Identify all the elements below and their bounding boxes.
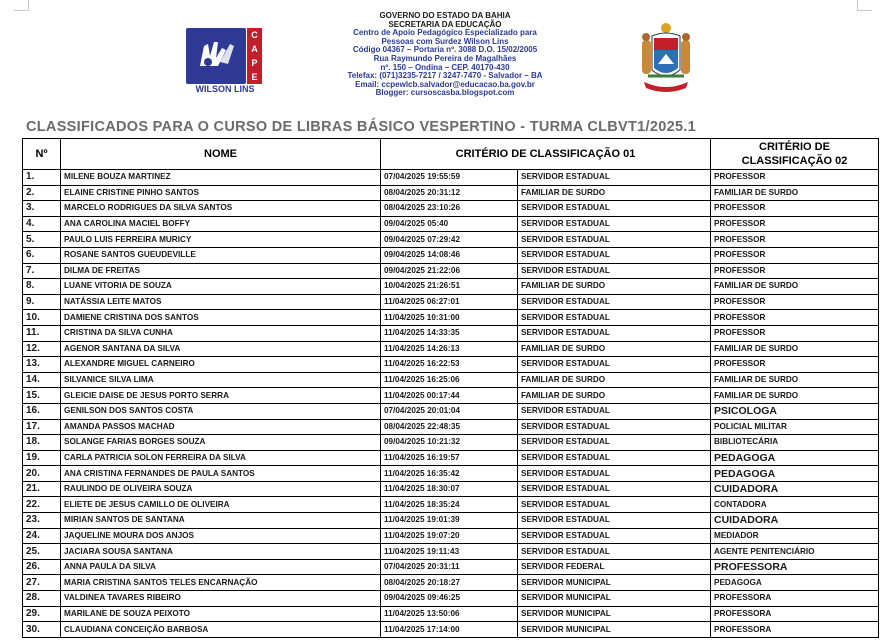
- student-name-cell: MARILANE DE SOUZA PEIXOTO: [61, 606, 381, 622]
- student-name-cell: MILENE BOUZA MARTINEZ: [61, 170, 381, 186]
- registration-datetime-cell: 11/04/2025 16:25:06: [381, 372, 518, 388]
- criterion-1-cell: SERVIDOR FEDERAL: [518, 559, 711, 575]
- row-number-cell: 1.: [23, 170, 61, 186]
- criterion-2-cell: PROFESSOR: [711, 294, 879, 310]
- criterion-1-cell: SERVIDOR ESTADUAL: [518, 357, 711, 373]
- table-row: [23, 388, 879, 404]
- row-number-cell: 18.: [23, 435, 61, 451]
- table-row: [23, 294, 879, 310]
- registration-datetime-cell: 11/04/2025 18:35:24: [381, 497, 518, 513]
- criterion-1-cell: SERVIDOR ESTADUAL: [518, 497, 711, 513]
- student-name-cell: MARCELO RODRIGUES DA SILVA SANTOS: [61, 201, 381, 217]
- registration-datetime-cell: 11/04/2025 16:19:57: [381, 450, 518, 466]
- row-number-cell: 28.: [23, 591, 61, 607]
- registration-datetime-cell: 11/04/2025 14:33:35: [381, 325, 518, 341]
- row-number-cell: 11.: [23, 325, 61, 341]
- row-number-cell: 2.: [23, 185, 61, 201]
- center-line-1: Centro de Apoio Pedagógico Especializado para: [353, 28, 537, 38]
- criterion-2-cell: PEDAGOGA: [711, 575, 879, 591]
- row-number-cell: 30.: [23, 622, 61, 638]
- table-row: [23, 591, 879, 607]
- student-name-cell: SOLANGE FARIAS BORGES SOUZA: [61, 435, 381, 451]
- registration-datetime-cell: 09/04/2025 10:21:32: [381, 435, 518, 451]
- criterion-1-cell: FAMILIAR DE SURDO: [518, 341, 711, 357]
- criterion-2-cell: PSICOLOGA: [711, 403, 879, 419]
- criterion-2-cell: PROFESSOR: [711, 310, 879, 326]
- table-row: [23, 263, 879, 279]
- criterion-2-cell: PEDAGOGA: [711, 466, 879, 482]
- criterion-1-cell: SERVIDOR ESTADUAL: [518, 466, 711, 482]
- registration-datetime-cell: 07/04/2025 20:31:11: [381, 559, 518, 575]
- secretariat-line: SECRETARIA DA EDUCAÇÃO: [388, 19, 502, 29]
- criterion-1-cell: SERVIDOR ESTADUAL: [518, 201, 711, 217]
- criterion-2-cell: PROFESSOR: [711, 201, 879, 217]
- column-header-criterion-2: CRITÉRIO DE CLASSIFICAÇÃO 02: [711, 139, 879, 170]
- row-number-cell: 5.: [23, 232, 61, 248]
- criterion-1-cell: FAMILIAR DE SURDO: [518, 185, 711, 201]
- row-number-cell: 24.: [23, 528, 61, 544]
- criterion-2-cell: FAMILIAR DE SURDO: [711, 279, 879, 295]
- criterion-1-cell: SERVIDOR ESTADUAL: [518, 513, 711, 529]
- row-number-cell: 13.: [23, 357, 61, 373]
- criterion-2-cell: FAMILIAR DE SURDO: [711, 372, 879, 388]
- row-number-cell: 9.: [23, 294, 61, 310]
- table-row: [23, 419, 879, 435]
- criterion-2-cell: FAMILIAR DE SURDO: [711, 341, 879, 357]
- table-row: [23, 528, 879, 544]
- table-row: [23, 622, 879, 638]
- row-number-cell: 27.: [23, 575, 61, 591]
- row-number-cell: 10.: [23, 310, 61, 326]
- student-name-cell: JACIARA SOUSA SANTANA: [61, 544, 381, 560]
- student-name-cell: LUANE VITORIA DE SOUZA: [61, 279, 381, 295]
- student-name-cell: VALDINEA TAVARES RIBEIRO: [61, 591, 381, 607]
- row-number-cell: 8.: [23, 279, 61, 295]
- signing-hands-icon: [194, 36, 238, 72]
- student-name-cell: ANNA PAULA DA SILVA: [61, 559, 381, 575]
- criterion-2-cell: FAMILIAR DE SURDO: [711, 388, 879, 404]
- row-number-cell: 3.: [23, 201, 61, 217]
- address-line-2: nº. 150 – Ondina – CEP. 40170-430: [380, 62, 510, 72]
- table-row: [23, 481, 879, 497]
- criterion-2-cell: AGENTE PENITENCIÁRIO: [711, 544, 879, 560]
- registration-datetime-cell: 09/04/2025 05:40: [381, 216, 518, 232]
- registration-datetime-cell: 09/04/2025 07:29:42: [381, 232, 518, 248]
- criterion-2-cell: PROFESSOR: [711, 357, 879, 373]
- criterion-1-cell: SERVIDOR MUNICIPAL: [518, 575, 711, 591]
- table-row: [23, 575, 879, 591]
- cape-wilson-lins-logo: [186, 28, 264, 92]
- table-row: [23, 247, 879, 263]
- criterion-2-cell: PEDAGOGA: [711, 450, 879, 466]
- table-row: [23, 201, 879, 217]
- table-row: [23, 325, 879, 341]
- criterion-1-cell: SERVIDOR ESTADUAL: [518, 450, 711, 466]
- student-name-cell: ELIETE DE JESUS CAMILLO DE OLIVEIRA: [61, 497, 381, 513]
- row-number-cell: 22.: [23, 497, 61, 513]
- bahia-coat-of-arms-icon: [636, 20, 696, 102]
- criterion-1-cell: SERVIDOR ESTADUAL: [518, 232, 711, 248]
- registration-datetime-cell: 08/04/2025 20:18:27: [381, 575, 518, 591]
- phone-line: Telefax: (071)3235-7217 / 3247-7470 - Salvador – BA: [347, 71, 543, 81]
- table-row: [23, 357, 879, 373]
- table-row: [23, 403, 879, 419]
- table-row: [23, 435, 879, 451]
- criterion-1-cell: FAMILIAR DE SURDO: [518, 388, 711, 404]
- criterion-1-cell: SERVIDOR ESTADUAL: [518, 294, 711, 310]
- criterion-2-cell: POLICIAL MILITAR: [711, 419, 879, 435]
- table-row: [23, 372, 879, 388]
- criterion-1-cell: SERVIDOR ESTADUAL: [518, 403, 711, 419]
- table-row: [23, 279, 879, 295]
- table-row: [23, 466, 879, 482]
- registration-datetime-cell: 11/04/2025 00:17:44: [381, 388, 518, 404]
- student-name-cell: MIRIAN SANTOS DE SANTANA: [61, 513, 381, 529]
- row-number-cell: 25.: [23, 544, 61, 560]
- student-name-cell: AMANDA PASSOS MACHAD: [61, 419, 381, 435]
- row-number-cell: 21.: [23, 481, 61, 497]
- table-row: [23, 513, 879, 529]
- address-line-1: Rua Raymundo Pereira de Magalhães: [373, 53, 517, 63]
- table-row: [23, 232, 879, 248]
- row-number-cell: 15.: [23, 388, 61, 404]
- registration-datetime-cell: 11/04/2025 10:31:00: [381, 310, 518, 326]
- student-name-cell: ROSANE SANTOS GUEUDEVILLE: [61, 247, 381, 263]
- registration-datetime-cell: 09/04/2025 21:22:06: [381, 263, 518, 279]
- criterion-1-cell: SERVIDOR ESTADUAL: [518, 528, 711, 544]
- criterion-1-cell: SERVIDOR ESTADUAL: [518, 419, 711, 435]
- criterion-1-cell: SERVIDOR ESTADUAL: [518, 435, 711, 451]
- table-row: [23, 170, 879, 186]
- criterion-1-cell: SERVIDOR MUNICIPAL: [518, 622, 711, 638]
- document-header: [0, 6, 886, 116]
- blog-line: Blogger: cursoscasba.blogspot.com: [375, 88, 515, 98]
- column-header-name: NOME: [61, 139, 381, 170]
- student-name-cell: NATÁSSIA LEITE MATOS: [61, 294, 381, 310]
- student-name-cell: ANA CRISTINA FERNANDES DE PAULA SANTOS: [61, 466, 381, 482]
- criterion-2-cell: CUIDADORA: [711, 481, 879, 497]
- row-number-cell: 14.: [23, 372, 61, 388]
- student-name-cell: ALEXANDRE MIGUEL CARNEIRO: [61, 357, 381, 373]
- registration-datetime-cell: 07/04/2025 19:55:59: [381, 170, 518, 186]
- criterion-1-cell: SERVIDOR ESTADUAL: [518, 216, 711, 232]
- criterion-1-cell: SERVIDOR ESTADUAL: [518, 481, 711, 497]
- criterion-1-cell: SERVIDOR ESTADUAL: [518, 544, 711, 560]
- classification-table: [22, 138, 879, 638]
- registration-datetime-cell: 11/04/2025 13:50:06: [381, 606, 518, 622]
- row-number-cell: 12.: [23, 341, 61, 357]
- table-row: [23, 606, 879, 622]
- column-header-num: Nº: [23, 139, 61, 170]
- row-number-cell: 20.: [23, 466, 61, 482]
- code-line: Código 04367 – Portaria nº. 3088 D.O. 15/02/2005: [352, 45, 538, 55]
- registration-datetime-cell: 11/04/2025 17:14:00: [381, 622, 518, 638]
- criterion-2-cell: MEDIADOR: [711, 528, 879, 544]
- registration-datetime-cell: 11/04/2025 18:30:07: [381, 481, 518, 497]
- table-row: [23, 450, 879, 466]
- email-line: Email: ccpewlcb.salvador@educacao.ba.gov.br: [355, 79, 535, 89]
- criterion-1-cell: FAMILIAR DE SURDO: [518, 279, 711, 295]
- row-number-cell: 26.: [23, 559, 61, 575]
- student-name-cell: CRISTINA DA SILVA CUNHA: [61, 325, 381, 341]
- row-number-cell: 4.: [23, 216, 61, 232]
- criterion-1-cell: SERVIDOR ESTADUAL: [518, 310, 711, 326]
- student-name-cell: ANA CAROLINA MACIEL BOFFY: [61, 216, 381, 232]
- student-name-cell: DILMA DE FREITAS: [61, 263, 381, 279]
- criterion-2-cell: PROFESSORA: [711, 559, 879, 575]
- student-name-cell: SILVANICE SILVA LIMA: [61, 372, 381, 388]
- student-name-cell: MARIA CRISTINA SANTOS TELES ENCARNAÇÃO: [61, 575, 381, 591]
- student-name-cell: GLEICIE DAISE DE JESUS PORTO SERRA: [61, 388, 381, 404]
- criterion-2-cell: PROFESSOR: [711, 216, 879, 232]
- table-row: [23, 310, 879, 326]
- table-row: [23, 544, 879, 560]
- table-row: [23, 497, 879, 513]
- criterion-2-cell: CUIDADORA: [711, 513, 879, 529]
- criterion-2-cell: PROFESSOR: [711, 170, 879, 186]
- criterion-1-cell: SERVIDOR ESTADUAL: [518, 170, 711, 186]
- registration-datetime-cell: 11/04/2025 06:27:01: [381, 294, 518, 310]
- registration-datetime-cell: 11/04/2025 19:11:43: [381, 544, 518, 560]
- student-name-cell: JAQUELINE MOURA DOS ANJOS: [61, 528, 381, 544]
- criterion-2-cell: PROFESSOR: [711, 247, 879, 263]
- registration-datetime-cell: 09/04/2025 09:46:25: [381, 591, 518, 607]
- table-row: [23, 185, 879, 201]
- logo-subtitle: WILSON LINS: [195, 84, 255, 94]
- criterion-2-cell: PROFESSORA: [711, 622, 879, 638]
- student-name-cell: CARLA PATRICIA SOLON FERREIRA DA SILVA: [61, 450, 381, 466]
- criterion-2-cell: PROFESSOR: [711, 263, 879, 279]
- student-name-cell: PAULO LUIS FERREIRA MURICY: [61, 232, 381, 248]
- student-name-cell: CLAUDIANA CONCEIÇÃO BARBOSA: [61, 622, 381, 638]
- student-name-cell: RAULINDO DE OLIVEIRA SOUZA: [61, 481, 381, 497]
- criterion-1-cell: SERVIDOR MUNICIPAL: [518, 591, 711, 607]
- logo-hands-panel: [186, 28, 246, 84]
- row-number-cell: 6.: [23, 247, 61, 263]
- page-title: CLASSIFICADOS PARA O CURSO DE LIBRAS BÁSICO VESPERTINO - TURMA CLBVT1/2025.1: [26, 119, 697, 135]
- criterion-2-cell: PROFESSORA: [711, 606, 879, 622]
- registration-datetime-cell: 11/04/2025 19:01:39: [381, 513, 518, 529]
- criterion-1-cell: SERVIDOR ESTADUAL: [518, 325, 711, 341]
- row-number-cell: 16.: [23, 403, 61, 419]
- criterion-2-cell: BIBLIOTECÁRIA: [711, 435, 879, 451]
- row-number-cell: 7.: [23, 263, 61, 279]
- table-row: [23, 559, 879, 575]
- student-name-cell: ELAINE CRISTINE PINHO SANTOS: [61, 185, 381, 201]
- registration-datetime-cell: 08/04/2025 23:10:26: [381, 201, 518, 217]
- student-name-cell: GENILSON DOS SANTOS COSTA: [61, 403, 381, 419]
- registration-datetime-cell: 08/04/2025 20:31:12: [381, 185, 518, 201]
- criterion-1-cell: SERVIDOR ESTADUAL: [518, 247, 711, 263]
- row-number-cell: 17.: [23, 419, 61, 435]
- center-line-2: Pessoas com Surdez Wilson Lins: [381, 36, 509, 46]
- registration-datetime-cell: 11/04/2025 16:35:42: [381, 466, 518, 482]
- registration-datetime-cell: 07/04/2025 20:01:04: [381, 403, 518, 419]
- government-line: GOVERNO DO ESTADO DA BAHIA: [379, 11, 511, 20]
- logo-cape-letters: C A P E: [247, 28, 262, 84]
- registration-datetime-cell: 10/04/2025 21:26:51: [381, 279, 518, 295]
- criterion-2-cell: PROFESSORA: [711, 591, 879, 607]
- registration-datetime-cell: 11/04/2025 19:07:20: [381, 528, 518, 544]
- table-row: [23, 341, 879, 357]
- row-number-cell: 23.: [23, 513, 61, 529]
- row-number-cell: 19.: [23, 450, 61, 466]
- criterion-1-cell: SERVIDOR MUNICIPAL: [518, 606, 711, 622]
- column-header-criterion-1: CRITÉRIO DE CLASSIFICAÇÃO 01: [381, 139, 711, 170]
- registration-datetime-cell: 08/04/2025 22:48:35: [381, 419, 518, 435]
- table-header-row: [23, 139, 879, 170]
- criterion-1-cell: SERVIDOR ESTADUAL: [518, 263, 711, 279]
- student-name-cell: DAMIENE CRISTINA DOS SANTOS: [61, 310, 381, 326]
- table-row: [23, 216, 879, 232]
- criterion-2-cell: PROFESSOR: [711, 232, 879, 248]
- registration-datetime-cell: 09/04/2025 14:08:46: [381, 247, 518, 263]
- criterion-2-cell: PROFESSOR: [711, 325, 879, 341]
- student-name-cell: AGENOR SANTANA DA SILVA: [61, 341, 381, 357]
- registration-datetime-cell: 11/04/2025 14:26:13: [381, 341, 518, 357]
- criterion-2-cell: FAMILIAR DE SURDO: [711, 185, 879, 201]
- row-number-cell: 29.: [23, 606, 61, 622]
- registration-datetime-cell: 11/04/2025 16:22:53: [381, 357, 518, 373]
- criterion-2-cell: CONTADORA: [711, 497, 879, 513]
- institution-info: [300, 12, 590, 98]
- criterion-1-cell: FAMILIAR DE SURDO: [518, 372, 711, 388]
